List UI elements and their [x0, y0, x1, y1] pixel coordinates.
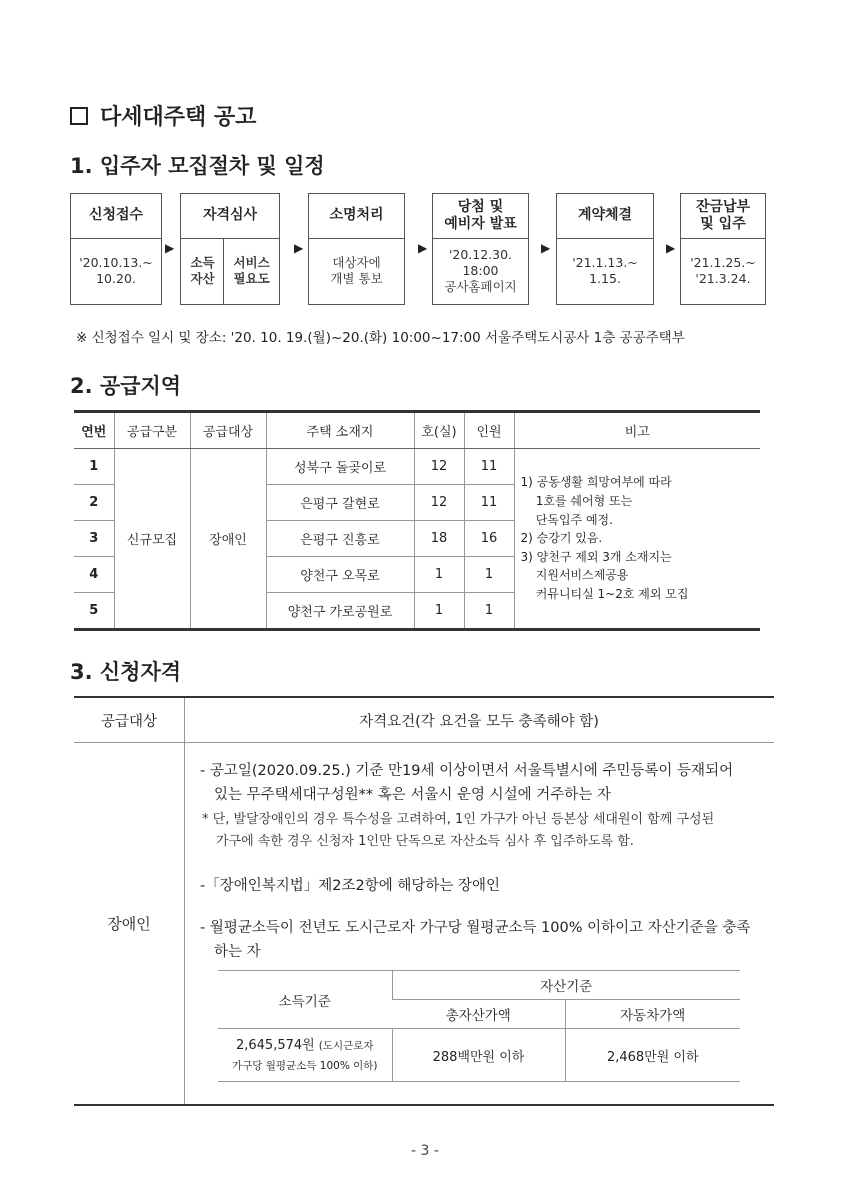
step-body: '21.1.13.~ 1.15.: [572, 254, 638, 286]
step-head: 당첨 및 예비자 발표: [433, 194, 528, 239]
address: 은평구 갈현로: [266, 485, 414, 521]
page-title: [70, 100, 256, 131]
step-body: '20.12.30. 18:00 공사홈페이지: [444, 246, 517, 295]
arrow-icon: ▶: [541, 241, 551, 255]
row-no: 1: [74, 449, 114, 485]
col-header: 연번: [74, 412, 114, 449]
remark-line: 커뮤니티실 1~2호 제외 모집: [520, 586, 689, 601]
remark-line: 2) 승강기 있음.: [520, 531, 603, 546]
remark-line: 단독입주 예정.: [520, 512, 613, 527]
page-number: - 3 -: [411, 1143, 439, 1159]
requirement-2: -「장애인복지법」제2조2항에 해당하는 장애인: [200, 878, 501, 894]
requirement-1-note-line-2: 가구에 속한 경우 신청자 1인만 단독으로 자산소득 심사 후 입주하도록 함.: [216, 834, 634, 849]
step-head: 잔금납부 및 입주: [681, 194, 765, 239]
people: 1: [464, 593, 514, 630]
checkbox-icon: [70, 107, 88, 125]
step-screening: [180, 193, 280, 305]
income-header: 소득기준: [218, 971, 392, 1029]
col-header: 인원: [464, 412, 514, 449]
units: 1: [414, 557, 464, 593]
step-body: [181, 238, 279, 304]
row-no: 2: [74, 485, 114, 521]
income-note-2: 가구당 월평균소득 100% 이하): [231, 1059, 378, 1072]
requirement-1-line-1: - 공고일(2020.09.25.) 기준 만19세 이상이면서 서울특별시에 주민등록이 등재되어: [200, 763, 734, 779]
col-header: 비고: [514, 412, 760, 449]
step-head: 계약체결: [557, 194, 653, 239]
step-body: '21.1.25.~ '21.3.24.: [690, 254, 756, 286]
address: 양천구 오목로: [266, 557, 414, 593]
address: 양천구 가로공원로: [266, 593, 414, 630]
step-body: '20.10.13.~ 10.20.: [79, 254, 153, 286]
section3-heading: 3. 신청자격: [70, 660, 182, 684]
supply-type: 신규모집: [114, 449, 190, 630]
step-application: [70, 193, 162, 305]
units: 18: [414, 521, 464, 557]
total-asset-header: 총자산가액: [392, 1000, 565, 1029]
step-explanation: [308, 193, 405, 305]
step-head: 자격심사: [181, 194, 279, 239]
col-header: 주택 소재지: [266, 412, 414, 449]
units: 1: [414, 593, 464, 630]
sub-income-asset: 소득 자산: [190, 254, 215, 286]
car-header: 자동차가액: [565, 1000, 740, 1029]
remark-line: 지원서비스제공용: [520, 568, 629, 583]
col2-header: 자격요건(각 요건을 모두 충족해야 함): [359, 713, 599, 730]
row-no: 4: [74, 557, 114, 593]
car-value: 2,468만원 이하: [565, 1029, 740, 1082]
step-body: 대상자에 개별 통보: [330, 254, 383, 286]
step-contract: [556, 193, 654, 305]
application-note: ※ 신청접수 일시 및 장소: '20. 10. 19.(월)~20.(화) 10:00~17:00 서울주택도시공사 1층 공공주택부: [76, 330, 685, 346]
sub-service-need: 서비스 필요도: [233, 254, 270, 286]
address: 성북구 돌곶이로: [266, 449, 414, 485]
total-asset-value: 288백만원 이하: [392, 1029, 565, 1082]
income-note-1: (도시근로자: [318, 1039, 374, 1052]
requirement-1-note-line-1: * 단, 발달장애인의 경우 특수성을 고려하여, 1인 가구가 아닌 등본상 세대원이 함께 구성된: [202, 812, 715, 827]
arrow-icon: ▶: [418, 241, 428, 255]
target-label: 장애인: [107, 914, 151, 933]
col-header: 공급대상: [190, 412, 266, 449]
col-header: 호(실): [414, 412, 464, 449]
people: 11: [464, 449, 514, 485]
address: 은평구 진흥로: [266, 521, 414, 557]
asset-header: 자산기준: [392, 971, 740, 1000]
step-move-in: [680, 193, 766, 305]
row-no: 5: [74, 593, 114, 630]
criteria-table: [218, 970, 740, 1082]
remark-line: 3) 양천구 제외 3개 소재지는: [520, 549, 672, 564]
step-head: 신청접수: [71, 194, 161, 239]
remark-line: 1) 공동생활 희망여부에 따라: [520, 475, 672, 490]
arrow-icon: ▶: [165, 241, 175, 255]
people: 11: [464, 485, 514, 521]
row-no: 3: [74, 521, 114, 557]
requirement-3-line-2: 하는 자: [214, 944, 261, 960]
units: 12: [414, 485, 464, 521]
people: 1: [464, 557, 514, 593]
section2-heading: 2. 공급지역: [70, 374, 182, 398]
col-header: 공급구분: [114, 412, 190, 449]
supply-target: 장애인: [190, 449, 266, 630]
col1-header: 공급대상: [100, 713, 158, 730]
supply-region-table: [74, 410, 760, 631]
arrow-icon: ▶: [294, 241, 304, 255]
step-announcement: [432, 193, 529, 305]
requirement-3-line-1: - 월평균소득이 전년도 도시근로자 가구당 월평균소득 100% 이하이고 자산기준을 충족: [200, 920, 751, 936]
income-value: 2,645,574원: [235, 1037, 315, 1053]
remark-line: 1호를 쉐어형 또는: [520, 494, 633, 509]
table-header-row: [74, 412, 760, 449]
people: 16: [464, 521, 514, 557]
table-row: [74, 449, 760, 485]
arrow-icon: ▶: [666, 241, 676, 255]
step-head: 소명처리: [309, 194, 404, 239]
income-value-cell: [218, 1029, 392, 1082]
section1-heading: 1. 입주자 모집절차 및 일정: [70, 154, 325, 178]
page-title-text: 다세대주택 공고: [100, 105, 257, 130]
requirement-1-line-2: 있는 무주택세대구성원** 혹은 서울시 운영 시설에 거주하는 자: [214, 787, 611, 803]
remarks-cell: [514, 449, 760, 630]
units: 12: [414, 449, 464, 485]
